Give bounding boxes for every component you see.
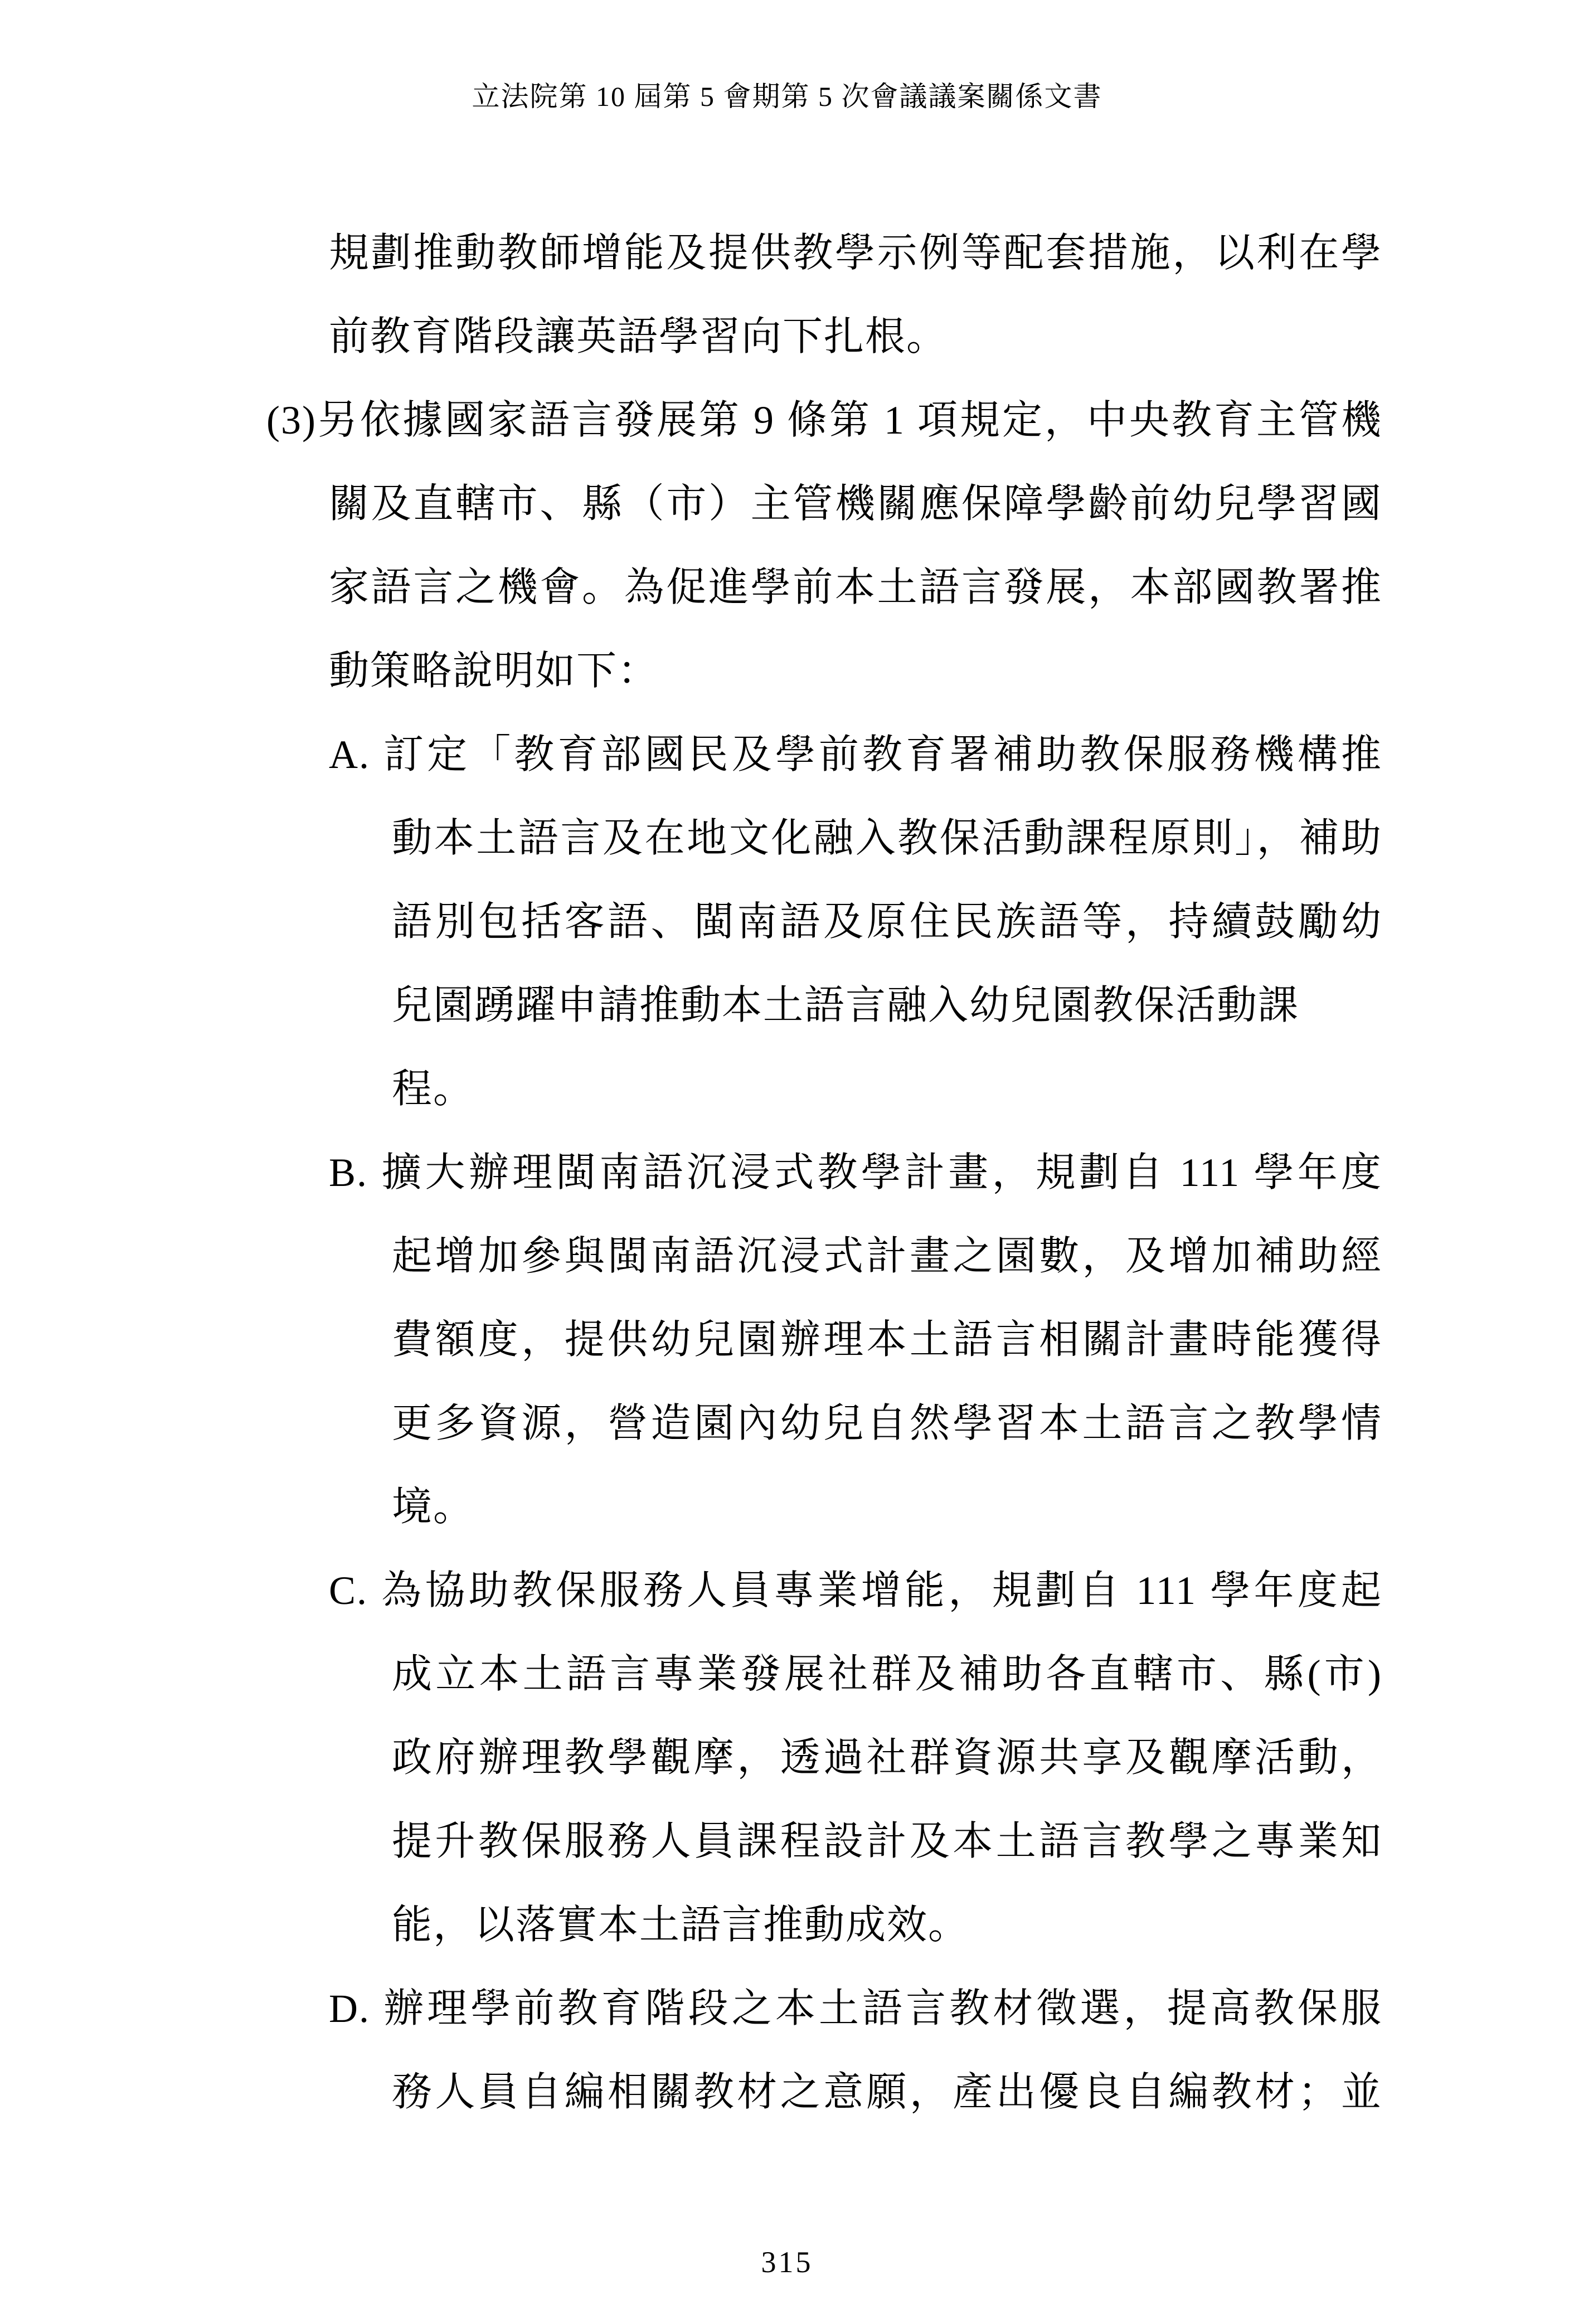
text-line: (3)另依據國家語言發展第 9 條第 1 項規定，中央教育主管機 [266, 398, 1382, 443]
text-line: 提升教保服務人員課程設計及本土語言教學之專業知 [392, 1819, 1382, 1864]
text-line: 關及直轄市、縣（市）主管機關應保障學齡前幼兒學習國 [329, 482, 1382, 526]
text-line: 兒園踴躍申請推動本土語言融入幼兒園教保活動課 [392, 983, 1300, 1028]
text-line: 費額度，提供幼兒園辦理本土語言相關計畫時能獲得 [392, 1317, 1382, 1362]
text-line: 動本土語言及在地文化融入教保活動課程原則」，補助 [392, 816, 1382, 860]
text-line: 規劃推動教師增能及提供教學示例等配套措施，以利在學 [329, 231, 1382, 275]
text-line: 動策略說明如下： [329, 649, 659, 693]
text-line: 成立本土語言專業發展社群及補助各直轄市、縣(市) [392, 1652, 1382, 1696]
text-line: 起增加參與閩南語沉浸式計畫之園數，及增加補助經 [392, 1234, 1382, 1278]
text-line: 境。 [392, 1485, 475, 1529]
text-line: 前教育階段讓英語學習向下扎根。 [329, 314, 948, 359]
text-line: D. 辦理學前教育階段之本土語言教材徵選，提高教保服 [329, 1986, 1382, 2031]
text-line: 政府辦理教學觀摩，透過社群資源共享及觀摩活動， [392, 1735, 1382, 1780]
text-line: 語別包括客語、閩南語及原住民族語等，持續鼓勵幼 [392, 900, 1382, 944]
text-line: 程。 [392, 1067, 475, 1111]
text-line: C. 為協助教保服務人員專業增能，規劃自 111 學年度起 [329, 1568, 1382, 1613]
document-body [0, 211, 1574, 2134]
text-line: 家語言之機會。為促進學前本土語言發展，本部國教署推 [329, 565, 1382, 610]
text-line: B. 擴大辦理閩南語沉浸式教學計畫，規劃自 111 學年度 [329, 1150, 1382, 1195]
text-line: 務人員自編相關教材之意願，產出優良自編教材；並 [392, 2070, 1382, 2114]
page-number: 315 [761, 2245, 813, 2279]
text-line: A. 訂定「教育部國民及學前教育署補助教保服務機構推 [329, 732, 1382, 777]
document-header-title: 立法院第 10 屆第 5 會期第 5 次會議議案關係文書 [472, 81, 1102, 112]
text-line: 能，以落實本土語言推動成效。 [392, 1903, 970, 1947]
text-line: 更多資源，營造園內幼兒自然學習本土語言之教學情 [392, 1401, 1382, 1446]
